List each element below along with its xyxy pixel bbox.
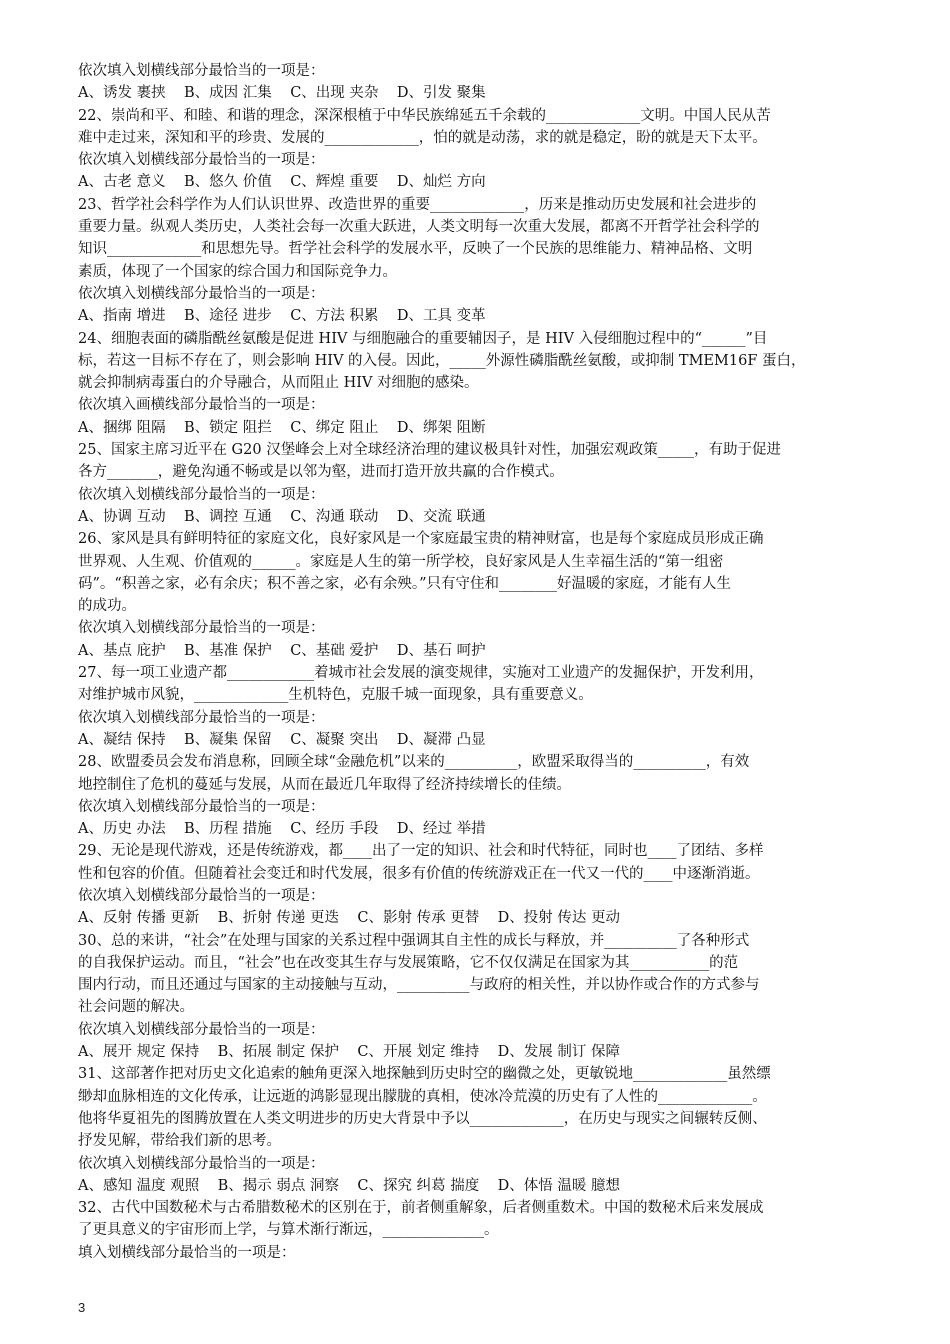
document-body — [78, 60, 878, 1264]
text-line: 填入划横线部分最恰当的一项是： — [78, 1244, 296, 1261]
text-line: 素质，体现了一个国家的综合国力和国际竞争力。 — [78, 263, 397, 280]
text-line: A、指南 增进 B、途径 进步 C、方法 积累 D、工具 变革 — [78, 308, 486, 325]
text-line: A、基点 庇护 B、基准 保护 C、基础 爱护 D、基石 呵护 — [78, 642, 486, 659]
text-line: A、古老 意义 B、悠久 价值 C、辉煌 重要 D、灿烂 方向 — [78, 174, 486, 191]
text-line: 依次填入划横线部分最恰当的一项是： — [78, 486, 325, 503]
text-line: 的成功。 — [78, 598, 136, 615]
text-line: 25、国家主席习近平在 G20 汉堡峰会上对全球经济治理的建议极具针对性，加强宏观政策_____，有助于促进 — [78, 442, 781, 459]
text-line: 依次填入划横线部分最恰当的一项是： — [78, 887, 325, 904]
text-line: 依次填入划横线部分最恰当的一项是： — [78, 63, 325, 79]
text-line: A、历史 办法 B、历程 措施 C、经历 手段 D、经过 举措 — [78, 821, 486, 838]
text-line: 性和包容的价值。但随着社会变迁和时代发展，很多有价值的传统游戏正在一代又一代的____中逐渐消逝。 — [78, 865, 760, 882]
text-line: 依次填入划横线部分最恰当的一项是： — [78, 1155, 325, 1172]
text-line: 32、古代中国数秘术与古希腊数秘术的区别在于，前者侧重解象，后者侧重数术。中国的数秘术后来发展成 — [78, 1200, 764, 1217]
text-line: 依次填入划横线部分最恰当的一项是： — [78, 1021, 325, 1038]
text-line: 30、总的来讲，“社会”在处理与国家的关系过程中强调其自主性的成长与释放，并__________了各种形式 — [78, 932, 750, 949]
text-line: A、诱发 裹挟 B、成因 汇集 C、出现 夹杂 D、引发 聚集 — [78, 85, 486, 102]
text-line: A、协调 互动 B、调控 互通 C、沟通 联动 D、交流 联通 — [78, 508, 486, 525]
text-line: 就会抑制病毒蛋白的介导融合，从而阻止 HIV 对细胞的感染。 — [78, 375, 479, 392]
page-number: 3 — [78, 1300, 86, 1315]
text-line: 27、每一项工业遗产都____________着城市社会发展的演变规律，实施对工业遗产的发掘保护，开发利用， — [78, 665, 764, 682]
text-line: A、感知 温度 观照 B、揭示 弱点 洞察 C、探究 纠葛 揣度 D、体悟 温暖 臆想 — [78, 1177, 621, 1194]
text-line: A、展开 规定 保持 B、拓展 制定 保护 C、开展 划定 维持 D、发展 制订 保障 — [78, 1044, 621, 1061]
text-line: A、凝结 保持 B、凝集 保留 C、凝聚 突出 D、凝滞 凸显 — [78, 731, 486, 748]
text-line: A、捆绑 阻隔 B、锁定 阻拦 C、绑定 阻止 D、绑架 阻断 — [78, 419, 486, 436]
text-line: 知识_____________和思想先导。哲学社会科学的发展水平，反映了一个民族的思维能力、精神品格、文明 — [78, 241, 753, 258]
text-line: 22、崇尚和平、和睦、和谐的理念，深深根植于中华民族绵延五千余载的_____________文明。中国人民从苦 — [78, 107, 771, 124]
text-line: 依次填入划横线部分最恰当的一项是： — [78, 620, 325, 637]
text-line: 的自我保护运动。而且，“社会”也在改变其生存与发展策略，它不仅仅满足在国家为其___________的范 — [78, 954, 739, 971]
text-line: 他将华夏祖先的图腾放置在人类文明进步的历史大背景中予以_____________，在历史与现实之间辗转反侧、 — [78, 1110, 767, 1127]
text-line: 社会问题的解决。 — [78, 999, 194, 1016]
text-line: 码”。“积善之家，必有余庆；积不善之家，必有余殃。”只有守住和________好温暖的家庭，才能有人生 — [78, 575, 731, 592]
text-line: 对维护城市风貌，_____________生机特色，克服千城一面现象，具有重要意义。 — [78, 687, 593, 704]
text-line: 依次填入划横线部分最恰当的一项是： — [78, 152, 325, 169]
text-line: 24、细胞表面的磷脂酰丝氨酸是促进 HIV 与细胞融合的重要辅因子，是 HIV 入侵细胞过程中的“______”目 — [78, 330, 768, 347]
text-line: 依次填入划横线部分最恰当的一项是： — [78, 798, 325, 815]
text-line: 标，若这一目标不存在了，则会影响 HIV 的入侵。因此，_____外源性磷脂酰丝氨酸，或抑制 TMEM16F 蛋白， — [78, 352, 806, 369]
text-line: A、反射 传播 更新 B、折射 传递 更迭 C、影射 传承 更替 D、投射 传达 更动 — [78, 910, 621, 927]
text-line: 依次填入画横线部分最恰当的一项是： — [78, 397, 325, 414]
text-line: 31、这部著作把对历史文化追索的触角更深入地探触到历史时空的幽微之处，更敏锐地_____________虽然缥 — [78, 1066, 771, 1083]
text-line: 重要力量。纵观人类历史，人类社会每一次重大跃进，人类文明每一次重大发展，都离不开哲学社会科学的 — [78, 219, 760, 236]
text-line: 抒发见解，带给我们新的思考。 — [78, 1133, 281, 1150]
text-line: 了更具意义的宇宙形而上学，与算术渐行渐远，______________。 — [78, 1222, 499, 1239]
text-line: 23、哲学社会科学作为人们认识世界、改造世界的重要_____________，历来是推动历史发展和社会进步的 — [78, 196, 757, 213]
text-line: 围内行动，而且还通过与国家的主动接触与互动，__________与政府的相关性，并以协作或合作的方式参与 — [78, 977, 760, 994]
text-line: 29、无论是现代游戏，还是传统游戏，都____出了一定的知识、社会和时代特征，同时也____了团结、多样 — [78, 843, 764, 860]
text-line: 26、家风是具有鲜明特征的家庭文化，良好家风是一个家庭最宝贵的精神财富，也是每个家庭成员形成正确 — [78, 531, 764, 548]
text-line: 地控制住了危机的蔓延与发展，从而在最近几年取得了经济持续增长的佳绩。 — [78, 776, 571, 793]
text-line: 依次填入划横线部分最恰当的一项是： — [78, 709, 325, 726]
text-line: 各方_______，避免沟通不畅或是以邻为壑，进而打造开放共赢的合作模式。 — [78, 464, 564, 481]
text-line: 依次填入划横线部分最恰当的一项是： — [78, 285, 325, 302]
text-line: 缈却血脉相连的文化传承，让远逝的鸿影显现出朦胧的真相，使冰冷荒漠的历史有了人性的_____________。 — [78, 1088, 767, 1105]
text-line: 难中走过来，深知和平的珍贵、发展的_____________，怕的就是动荡，求的就是稳定，盼的就是天下太平。 — [78, 129, 767, 146]
text-line: 28、欧盟委员会发布消息称，回顾全球“金融危机”以来的__________，欧盟采取得当的__________，有效 — [78, 754, 750, 771]
text-line: 世界观、人生观、价值观的______。家庭是人生的第一所学校，良好家风是人生幸福生活的“第一组密 — [78, 553, 724, 570]
